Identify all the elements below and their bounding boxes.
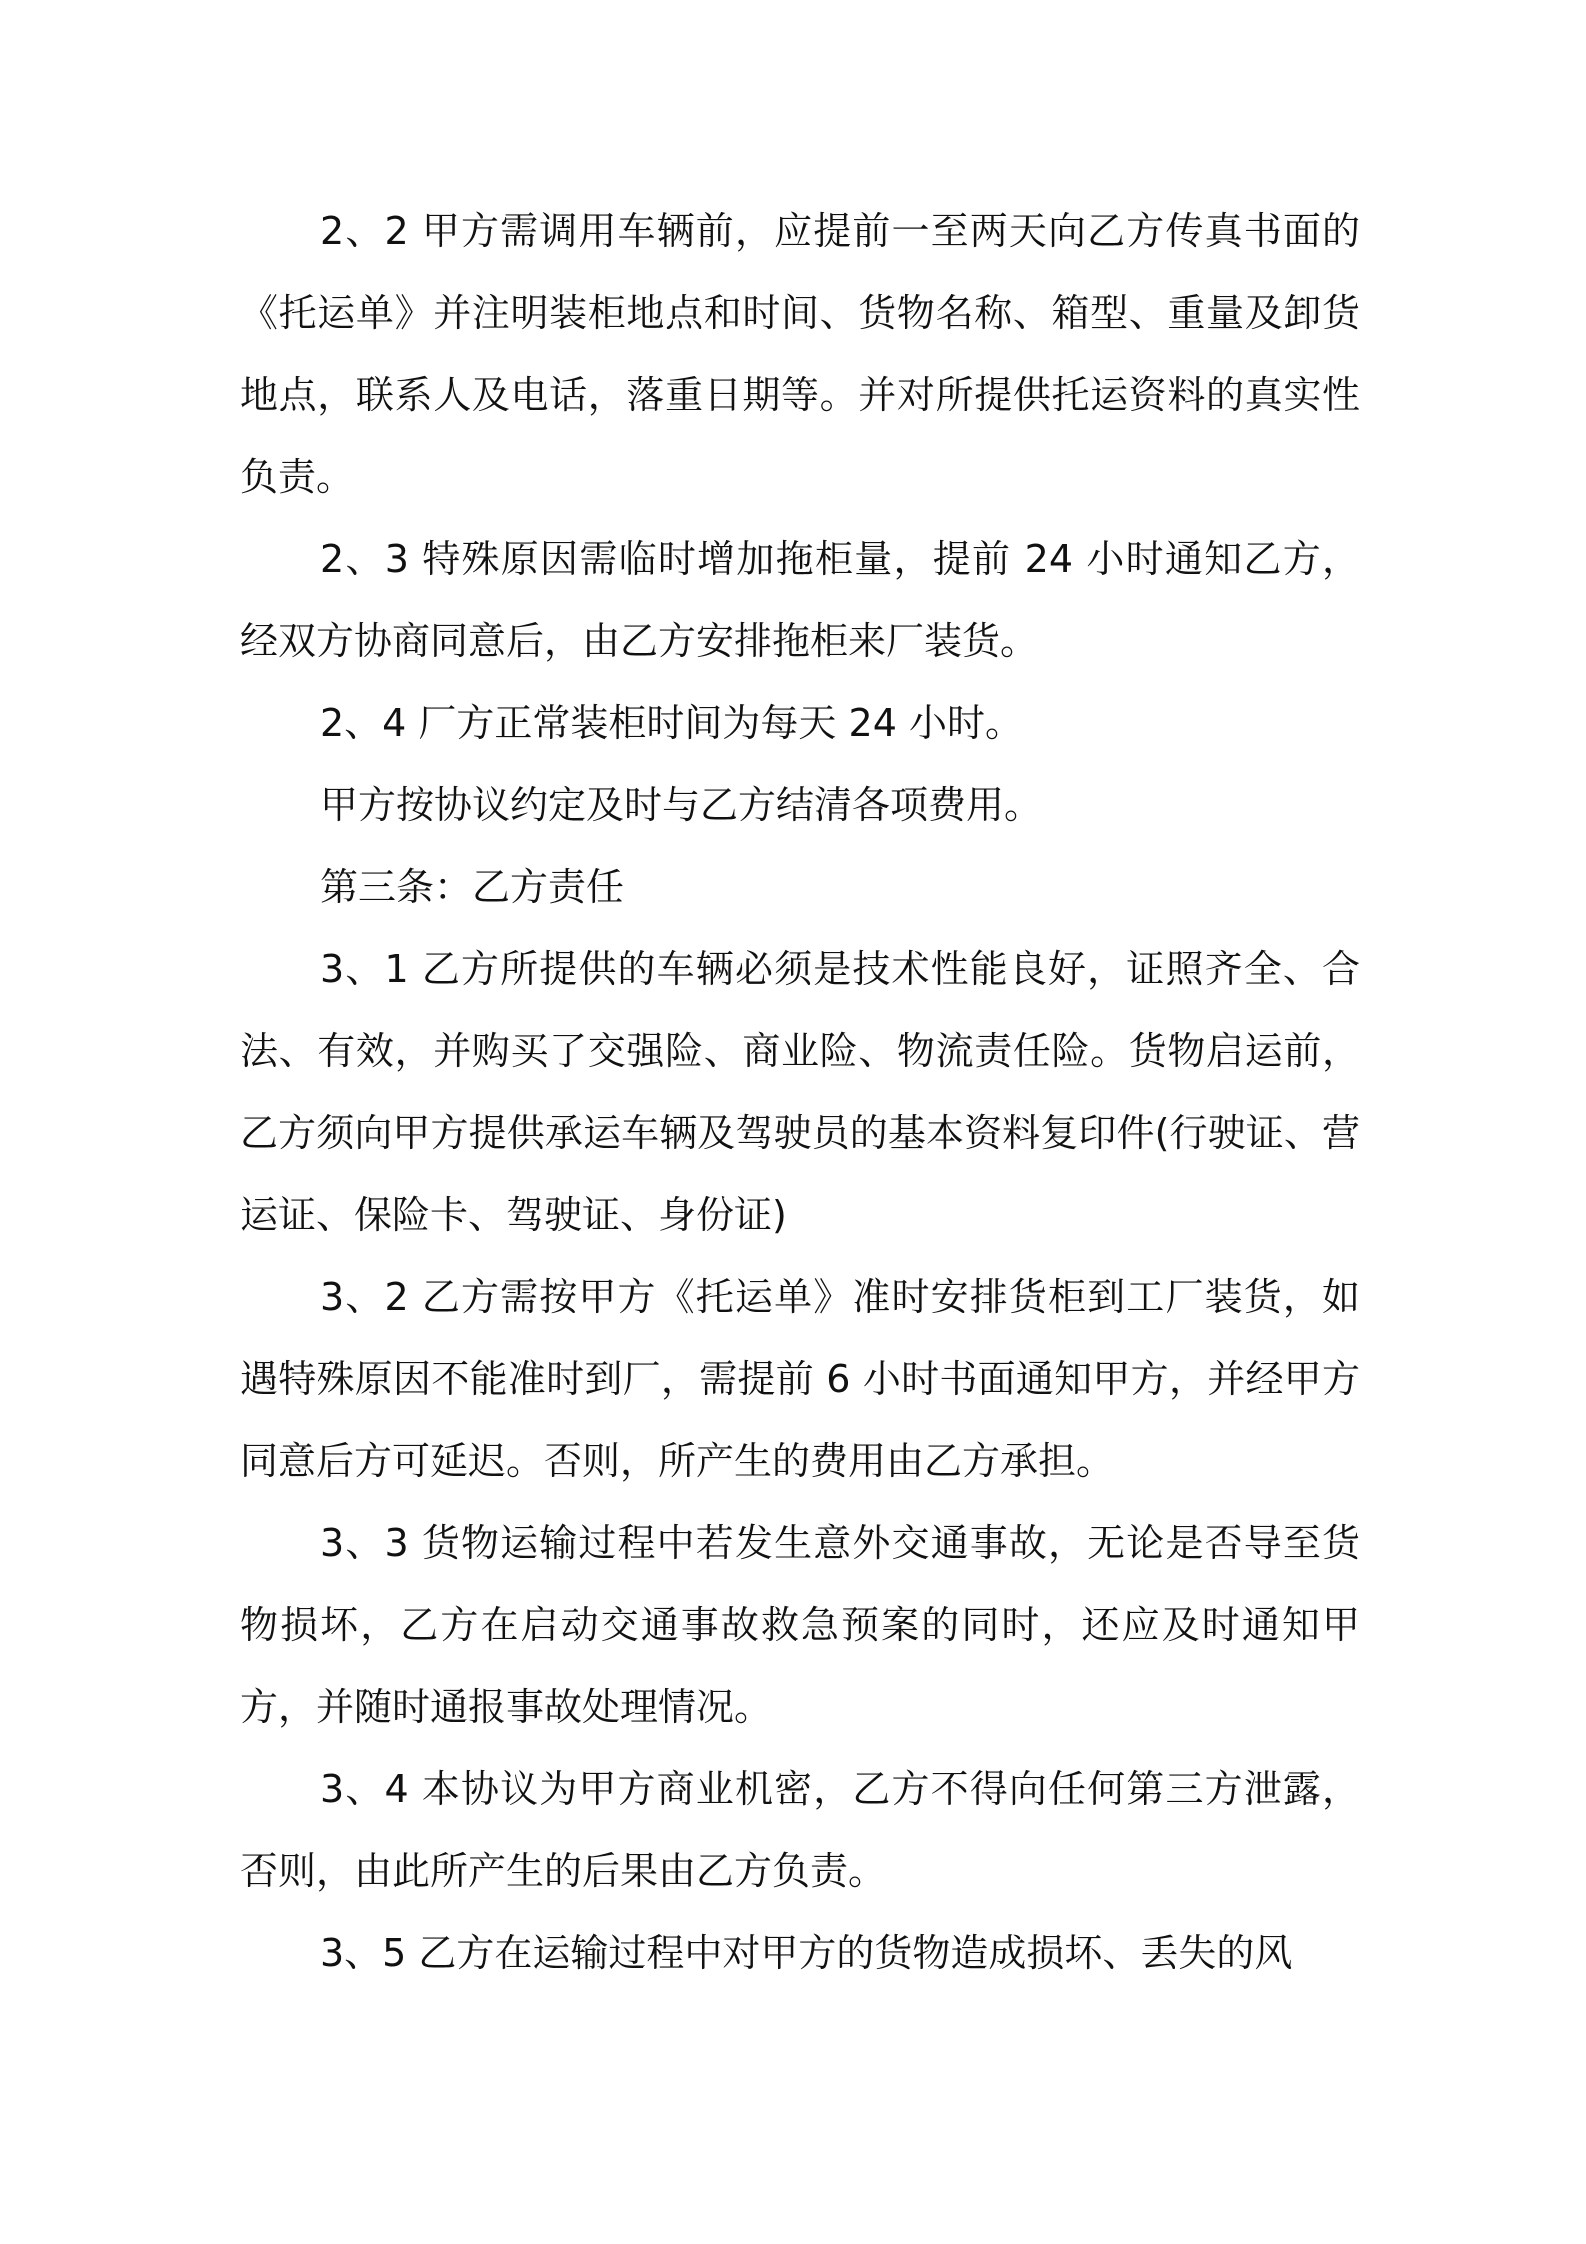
section-heading-article-3: 第三条：乙方责任 xyxy=(320,865,625,909)
clause-2-4: 2、4 厂方正常装柜时间为每天 24 小时。 xyxy=(320,701,1023,745)
document-body xyxy=(240,190,1360,1994)
clause-2-2: 2、2 甲方需调用车辆前，应提前一至两天向乙方传真书面的《托运单》并注明装柜地点和时间、货物名称、箱型、重量及卸货地点，联系人及电话，落重日期等。并对所提供托运资料的真实性负责。 xyxy=(240,209,1360,499)
clause-2-3: 2、3 特殊原因需临时增加拖柜量，提前 24 小时通知乙方，经双方协商同意后，由乙方安排拖柜来厂装货。 xyxy=(240,537,1360,663)
payment-clause: 甲方按协议约定及时与乙方结清各项费用。 xyxy=(320,783,1043,827)
clause-3-5: 3、5 乙方在运输过程中对甲方的货物造成损坏、丢失的风 xyxy=(320,1931,1293,1975)
clause-3-1: 3、1 乙方所提供的车辆必须是技术性能良好，证照齐全、合法、有效，并购买了交强险、商业险、物流责任险。货物启运前，乙方须向甲方提供承运车辆及驾驶员的基本资料复印件(行驶证、营运证、保险卡、驾驶证、身份证) xyxy=(240,947,1360,1237)
clause-3-2: 3、2 乙方需按甲方《托运单》准时安排货柜到工厂装货，如遇特殊原因不能准时到厂，需提前 6 小时书面通知甲方，并经甲方同意后方可延迟。否则，所产生的费用由乙方承担。 xyxy=(240,1275,1360,1483)
clause-3-3: 3、3 货物运输过程中若发生意外交通事故，无论是否导至货物损坏，乙方在启动交通事故救急预案的同时，还应及时通知甲方，并随时通报事故处理情况。 xyxy=(240,1521,1360,1729)
clause-3-4: 3、4 本协议为甲方商业机密，乙方不得向任何第三方泄露，否则，由此所产生的后果由乙方负责。 xyxy=(240,1767,1360,1893)
